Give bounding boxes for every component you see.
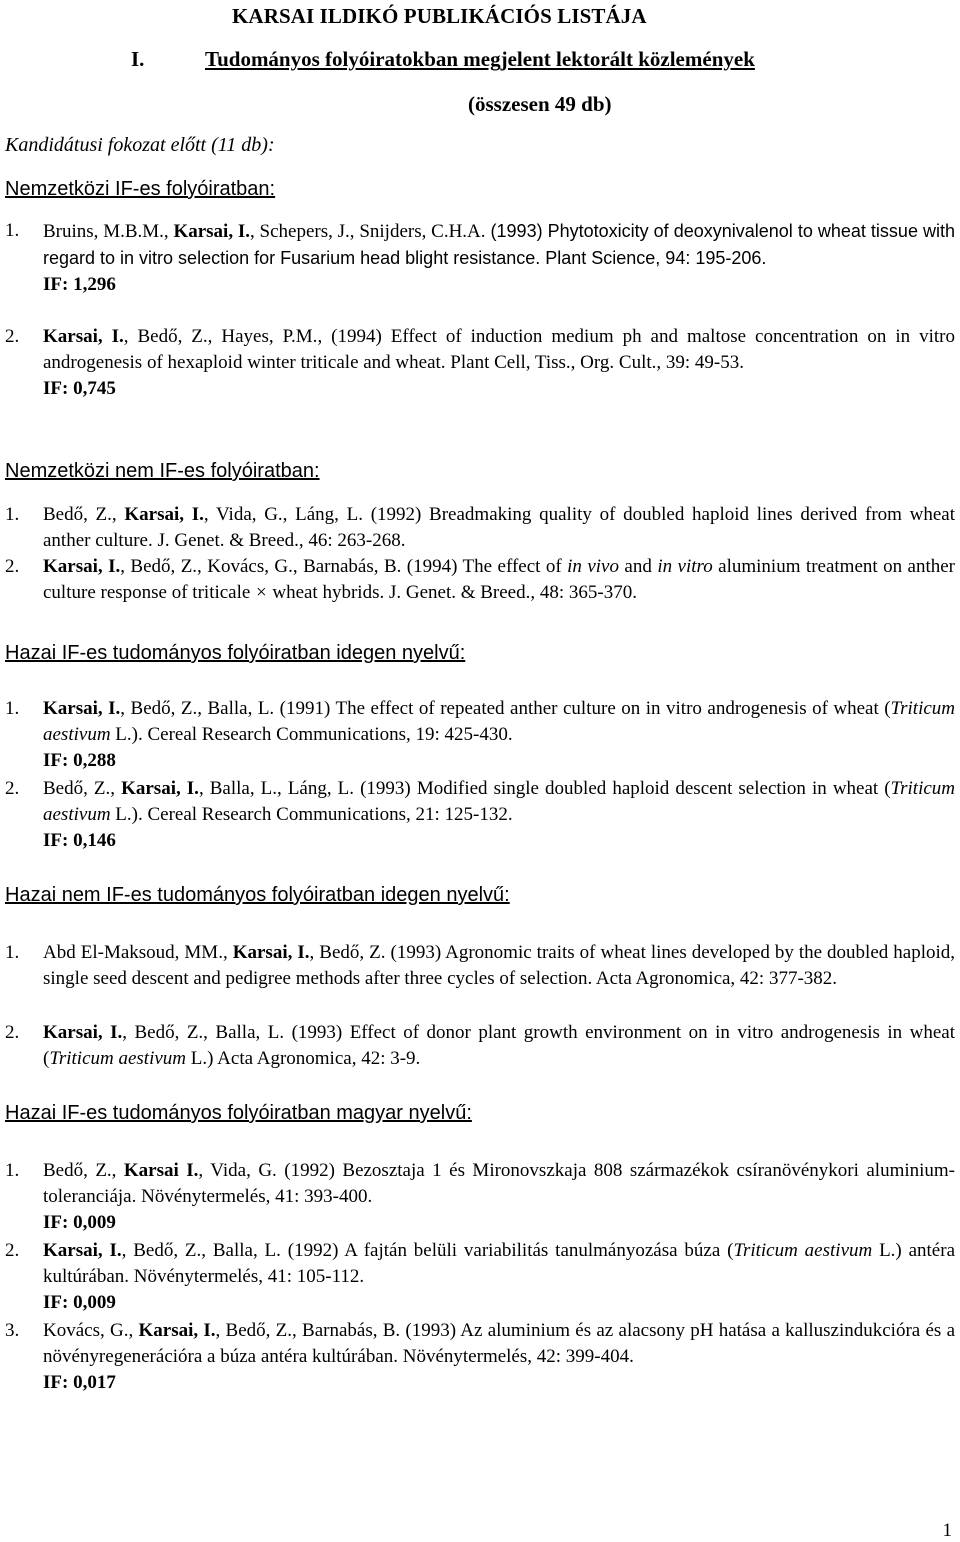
authors: Bedő, Z.,	[43, 778, 122, 799]
author-highlight: Karsai, I.	[43, 698, 121, 719]
publication-entry	[5, 1238, 955, 1316]
group-heading: Nemzetközi IF-es folyóiratban:	[5, 178, 276, 200]
impact-factor: IF: 0,288	[43, 750, 116, 771]
publication-entry	[5, 324, 955, 402]
italic-term: in vivo	[567, 556, 619, 577]
authors: , Bedő, Z., Balla, L.	[121, 1240, 281, 1261]
citation-text: (1993) Phytotoxicity of deoxynivalenol to wheat tissue with regard to in vitro selection for Fusarium head blight resistance. Plant Science, 94: 195-206.	[43, 221, 955, 268]
impact-factor: IF: 0,017	[43, 1372, 116, 1393]
citation-text: (1993) Modified single doubled haploid descent selection in wheat (	[354, 778, 891, 799]
entry-number: 1.	[5, 942, 20, 963]
impact-factor: IF: 0,745	[43, 378, 116, 399]
author-highlight: Karsai, I.	[43, 1022, 123, 1043]
author-highlight: Karsai, I.	[121, 778, 199, 799]
authors: , Bedő, Z., Barnabás, B.	[215, 1320, 401, 1341]
impact-factor: IF: 0,009	[43, 1292, 116, 1313]
publication-entry	[5, 1318, 955, 1396]
author-highlight: Karsai, I.	[43, 326, 124, 347]
citation-text: (1992) A fajtán belüli variabilitás tanulmányozása búza (	[280, 1240, 734, 1261]
italic-term: Triticum aestivum	[43, 778, 955, 825]
citation-text: L.). Cereal Research Communications, 21: 125-132.	[110, 804, 513, 825]
author-highlight: Karsai, I.	[43, 556, 121, 577]
entry-number: 3.	[5, 1320, 20, 1341]
author-highlight: Karsai I.	[123, 1160, 199, 1181]
italic-term: Triticum aestivum	[49, 1048, 187, 1069]
entry-number: 2.	[5, 556, 20, 577]
entry-number: 2.	[5, 778, 20, 799]
authors: , Bedő, Z., Hayes, P.M.	[123, 326, 318, 347]
citation-text: L.) Acta Agronomica, 42: 3-9.	[186, 1048, 421, 1069]
author-highlight: Karsai, I.	[138, 1320, 216, 1341]
authors: Bedő, Z.,	[43, 1160, 124, 1181]
authors: , Bedő, Z., Balla, L.	[122, 1022, 285, 1043]
author-highlight: Karsai, I.	[232, 942, 310, 963]
authors: Kovács, G.,	[43, 1320, 139, 1341]
authors: , Bedő, Z., Balla, L.	[120, 698, 275, 719]
section-label: Tudományos folyóiratokban megjelent lektorált közlemények	[205, 47, 755, 71]
publication-entry	[5, 1020, 955, 1072]
citation-text: L.). Cereal Research Communications, 19: 425-430.	[110, 724, 513, 745]
entry-number: 1.	[5, 1160, 20, 1181]
entry-number: 1.	[5, 220, 20, 241]
publication-entry	[5, 776, 955, 854]
publication-entry	[5, 502, 955, 554]
authors: , Vida, G.	[198, 1160, 277, 1181]
citation-text: (1992) Bezosztaja 1 és Mironovszkaja 808 származékok csíranövénykori aluminium-toleranciája. Növénytermelés, 41: 393-400.	[43, 1160, 956, 1207]
authors: , Bedő, Z.	[309, 942, 386, 963]
impact-factor: IF: 0,009	[43, 1212, 116, 1233]
citation-text: (1991) The effect of repeated anther culture on in vitro androgenesis of wheat (	[274, 698, 891, 719]
authors: Bedő, Z.,	[43, 504, 125, 525]
citation-text: and	[619, 556, 658, 577]
citation-text: (1993) Az aluminium és az alacsony pH hatása a kalluszindukcióra és a növényregenerációra a búza antéra kultúrában. Növénytermelés, 42: 399-404.	[43, 1320, 956, 1367]
authors: , Vida, G., Láng, L.	[203, 504, 363, 525]
cross-symbol: ×	[255, 582, 267, 603]
publication-entry	[5, 1158, 955, 1236]
citation-text: (1993) Effect of donor plant growth environment on in vitro androgenesis in wheat (	[43, 1022, 955, 1069]
citation-text: aluminium treatment on anther culture response of triticale	[43, 556, 956, 603]
entry-number: 2.	[5, 1022, 20, 1043]
authors: , Bedő, Z., Kovács, G., Barnabás, B.	[120, 556, 402, 577]
page-title: KARSAI ILDIKÓ PUBLIKÁCIÓS LISTÁJA	[232, 4, 647, 28]
authors: , Schepers, J., Snijders, C.H.A.	[250, 221, 486, 242]
italic-term: Triticum aestivum	[733, 1240, 873, 1261]
citation-text: (1992) Breadmaking quality of doubled haploid lines derived from wheat anther culture. J. Genet. & Breed., 46: 263-268.	[43, 504, 955, 551]
page-number: 1	[942, 1520, 952, 1541]
authors: , Balla, L., Láng, L.	[198, 778, 355, 799]
group-heading: Hazai nem IF-es tudományos folyóiratban idegen nyelvű:	[5, 884, 510, 906]
publication-entry	[5, 554, 955, 606]
citation-text: , (1994) Effect of induction medium ph and maltose concentration on in vitro androgenesis of hexaploid winter triticale and wheat. Plant Cell, Tiss., Org. Cult., 39: 49-53.	[43, 326, 955, 373]
citation-text: (1993) Agronomic traits of wheat lines developed by the doubled haploid, single seed descent and pedigree methods after three cycles of selection. Acta Agronomica, 42: 377-382.	[43, 942, 956, 989]
impact-factor: IF: 1,296	[43, 274, 116, 295]
publication-entry	[5, 696, 955, 774]
entry-number: 2.	[5, 1240, 20, 1261]
group-heading: Nemzetközi nem IF-es folyóiratban:	[5, 460, 320, 482]
section-heading	[131, 47, 755, 72]
citation-text: L.) antéra kultúrában. Növénytermelés, 41: 105-112.	[43, 1240, 956, 1287]
author-highlight: Karsai, I.	[173, 221, 251, 242]
authors: Bruins, M.B.M.,	[43, 221, 174, 242]
entry-number: 1.	[5, 504, 20, 525]
citation-text: (1994) The effect of	[401, 556, 568, 577]
entry-number: 1.	[5, 698, 20, 719]
author-highlight: Karsai, I.	[43, 1240, 122, 1261]
group-heading: Hazai IF-es tudományos folyóiratban magyar nyelvű:	[5, 1102, 472, 1124]
impact-factor: IF: 0,146	[43, 830, 116, 851]
section-number: I.	[131, 47, 145, 71]
authors: Abd El-Maksoud, MM.,	[43, 942, 233, 963]
citation-text: wheat hybrids. J. Genet. & Breed., 48: 365-370.	[272, 582, 637, 603]
entry-number: 2.	[5, 326, 20, 347]
pre-degree-label: Kandidátusi fokozat előtt (11 db):	[5, 134, 275, 156]
italic-term: Triticum aestivum	[43, 698, 955, 745]
author-highlight: Karsai, I.	[124, 504, 204, 525]
publication-entry	[5, 218, 955, 298]
italic-term: in vitro	[657, 556, 713, 577]
publication-total: (összesen 49 db)	[468, 92, 612, 116]
group-heading: Hazai IF-es tudományos folyóiratban idegen nyelvű:	[5, 642, 466, 664]
publication-entry	[5, 940, 955, 992]
